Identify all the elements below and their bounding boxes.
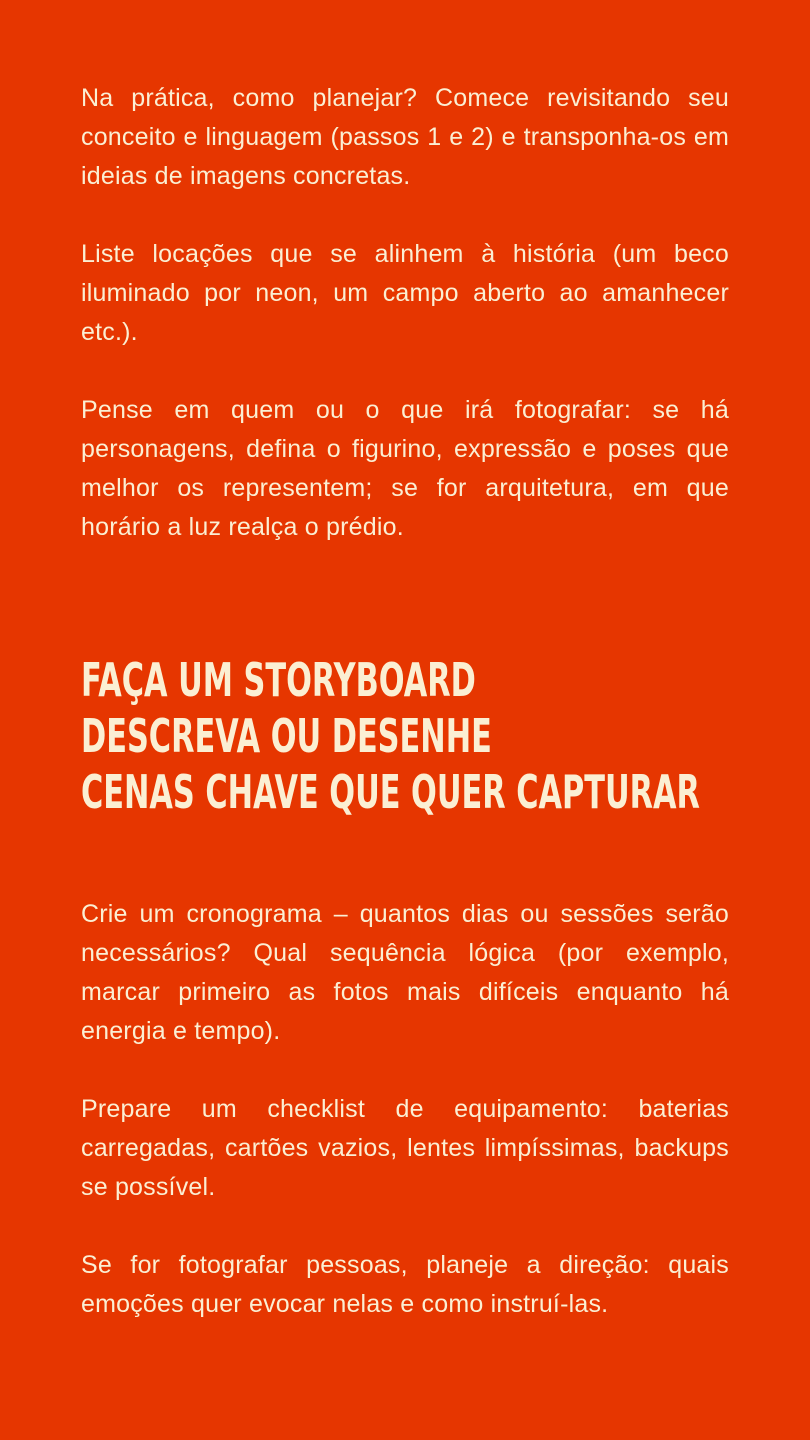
paragraph-direction: Se for fotografar pessoas, planeje a direção: quais emoções quer evocar nelas e como instruí-las.	[81, 1251, 729, 1318]
paragraph-planning-intro: Na prática, como planejar? Comece revisitando seu conceito e linguagem (passos 1 e 2) e transponha-os em ideias de imagens concretas.	[81, 84, 729, 190]
paragraph-locations: Liste locações que se alinhem à história (um beco iluminado por neon, um campo aberto ao amanhecer etc.).	[81, 240, 729, 346]
heading-line-2: DESCREVA OU DESENHE	[81, 709, 492, 763]
heading-line-1: FAÇA UM STORYBOARD	[81, 653, 476, 707]
paragraph-schedule: Crie um cronograma – quantos dias ou sessões serão necessários? Qual sequência lógica (por exemplo, marcar primeiro as fotos mais difíceis enquanto há energia e tempo).	[81, 900, 729, 1045]
heading-line-3: CENAS CHAVE QUE QUER CAPTURAR	[81, 765, 700, 819]
section-heading	[81, 652, 741, 820]
paragraph-subjects: Pense em quem ou o que irá fotografar: se há personagens, defina o figurino, expressão e poses que melhor os representem; se for arquitetura, em que horário a luz realça o prédio.	[81, 396, 729, 541]
paragraph-equipment-checklist: Prepare um checklist de equipamento: baterias carregadas, cartões vazios, lentes limpíssimas, backups se possível.	[81, 1095, 729, 1201]
